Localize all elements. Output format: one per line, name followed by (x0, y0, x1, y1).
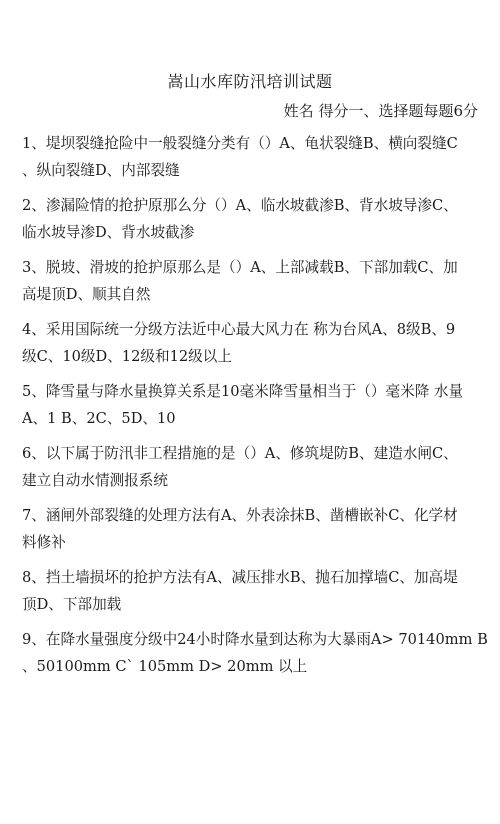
question-list (22, 130, 488, 688)
question-6 (22, 440, 482, 494)
question-9-line-1: 9、在降水量强度分级中24小时降水量到达称为大暴雨A> 70140mm B (22, 631, 488, 648)
question-5-line-2: A、1 B、2C、5D、10 (22, 410, 176, 427)
question-2-line-1: 2、渗漏险情的抢护原那么分（）A、临水坡截渗B、背水坡导渗C、 (22, 197, 458, 214)
question-9 (22, 626, 488, 680)
question-1-line-1: 1、堤坝裂缝抢险中一般裂缝分类有（）A、龟状裂缝B、横向裂缝C (22, 135, 458, 152)
question-2 (22, 192, 482, 246)
question-1 (22, 130, 482, 184)
question-4 (22, 316, 482, 370)
question-3 (22, 254, 482, 308)
name-score-section-line: 姓名 得分一、选择题每题6分 (283, 102, 478, 120)
question-3-line-2: 高堤顶D、顺其自然 (22, 286, 151, 303)
question-9-line-2: 、50100mm C` 105mm D> 20mm 以上 (22, 658, 308, 675)
question-2-line-2: 临水坡导渗D、背水坡截渗 (22, 224, 195, 241)
question-4-line-1: 4、采用国际统一分级方法近中心最大风力在 称为台风A、8级B、9 (22, 321, 456, 338)
question-5-line-1: 5、降雪量与降水量换算关系是10毫米降雪量相当于（）毫米降 水量 (22, 383, 464, 400)
question-6-line-2: 建立自动水情测报系统 (22, 472, 168, 489)
question-6-line-1: 6、以下属于防汛非工程措施的是（）A、修筑堤防B、建造水闸C、 (22, 445, 458, 462)
question-3-line-1: 3、脱坡、滑坡的抢护原那么是（）A、上部减载B、下部加载C、加 (22, 259, 458, 276)
question-8-line-1: 8、挡土墙损坏的抢护方法有A、减压排水B、抛石加撑墙C、加高堤 (22, 569, 458, 586)
question-7-line-2: 料修补 (22, 534, 66, 551)
question-5 (22, 378, 482, 432)
question-8-line-2: 顶D、下部加载 (22, 596, 122, 613)
document-title: 嵩山水库防汛培训试题 (167, 72, 333, 91)
question-7 (22, 502, 482, 556)
question-4-line-2: 级C、10级D、12级和12级以上 (22, 348, 232, 365)
question-8 (22, 564, 482, 618)
question-7-line-1: 7、涵闸外部裂缝的处理方法有A、外表涂抹B、凿槽嵌补C、化学材 (22, 507, 458, 524)
question-1-line-2: 、纵向裂缝D、内部裂缝 (22, 162, 180, 179)
